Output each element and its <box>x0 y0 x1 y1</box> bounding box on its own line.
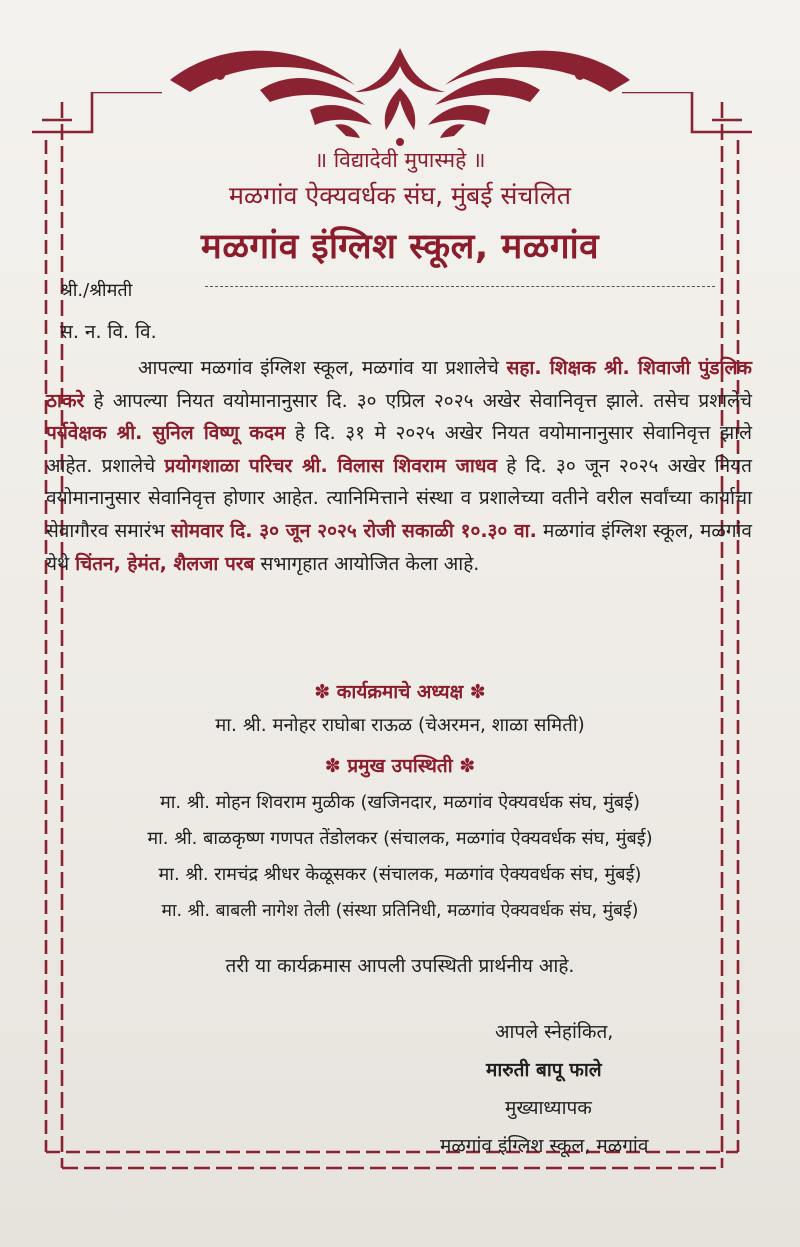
guest-item-2: मा. श्री. बाळकृष्ण गणपत तेंडोलकर (संचालक, मळगांव ऐक्यवर्धक संघ, मुंबई) <box>147 828 653 849</box>
body-text-5: मळगांव इंग्लिश स्कूल, मळगांव येथे <box>46 519 752 575</box>
invitation-request: तरी या कार्यक्रमास आपली उपस्थिती प्रार्थनीय आहे. <box>225 955 575 977</box>
greeting-text: स. न. वि. वि. <box>60 321 157 343</box>
recipient-name-line <box>205 286 715 287</box>
signature-designation: मुख्याध्यापक <box>505 1097 592 1119</box>
invitation-body <box>46 352 752 580</box>
salutation-label: श्री./श्रीमती <box>60 280 133 301</box>
body-highlight-5: चिंतन, हेमंत, शैलजा परब <box>75 552 255 575</box>
body-highlight-4: सोमवार दि. ३० जून २०२५ रोजी सकाळी १०.३० वा. <box>171 519 537 542</box>
body-highlight-3: प्रयोगशाळा परिचर श्री. विलास शिवराम जाधव <box>164 454 498 477</box>
guest-item-4: मा. श्री. बाबली नागेश तेली (संस्था प्रतिनिधी, मळगांव ऐक्यवर्धक संघ, मुंबई) <box>161 901 639 921</box>
body-text-3: हे दि. ३१ मे २०२५ अखेर नियत वयोमानानुसार सेवानिवृत्त झाले आहेत. प्रशालेचे <box>46 422 753 477</box>
signature-closing: आपले स्नेहांकित, <box>495 1021 614 1043</box>
guest-item-1: मा. श्री. मोहन शिवराम मुळीक (खजिनदार, मळगांव ऐक्यवर्धक संघ, मुंबई) <box>159 792 641 813</box>
president-name: मा. श्री. मनोहर राघोबा राऊळ (चेअरमन, शाळा समिती) <box>215 715 585 736</box>
president-heading: ✽ कार्यक्रमाचे अध्यक्ष ✽ <box>314 681 486 703</box>
body-highlight-2: पर्यवेक्षक श्री. सुनिल विष्णू कदम <box>46 422 286 445</box>
school-title: मळगांव इंग्लिश स्कूल, मळगांव <box>200 227 600 267</box>
signature-name: मारुती बापू फाले <box>486 1059 602 1081</box>
signature-school: मळगांव इंग्लिश स्कूल, मळगांव <box>440 1135 649 1157</box>
prayer-line: ॥ विद्यादेवी मुपास्महे ॥ <box>314 148 486 172</box>
organization-line: मळगांव ऐक्यवर्धक संघ, मुंबई संचलित <box>229 181 571 210</box>
body-text-6: सभागृहात आयोजित केला आहे. <box>254 552 480 575</box>
body-text-2: हे आपल्या नियत वयोमानानुसार दि. ३० एप्रिल २०२५ अखेर सेवानिवृत्त झाले. तसेच प्रशालेचे <box>84 389 752 412</box>
body-text-1: आपल्या मळगांव इंग्लिश स्कूल, मळगांव या प्रशालेचे <box>138 357 507 379</box>
body-text-4: हे दि. ३० जून २०२५ अखेर नियत वयोमानानुसार सेवानिवृत्त होणार आहेत. त्यानिमित्ताने संस्था व प्रशालेच्या वतीने वरील सर्वांच्या कार्याचा सेवागौरव समारंभ <box>46 454 753 542</box>
body-highlight-1: सहा. शिक्षक श्री. शिवाजी पुंडलिक ठाकरे <box>46 357 752 412</box>
guest-item-3: मा. श्री. रामचंद्र श्रीधर केळूसकर (संचालक, मळगांव ऐक्यवर्धक संघ, मुंबई) <box>158 864 642 885</box>
floral-ornament-icon <box>150 30 650 150</box>
guests-heading: ✽ प्रमुख उपस्थिती ✽ <box>324 755 476 777</box>
